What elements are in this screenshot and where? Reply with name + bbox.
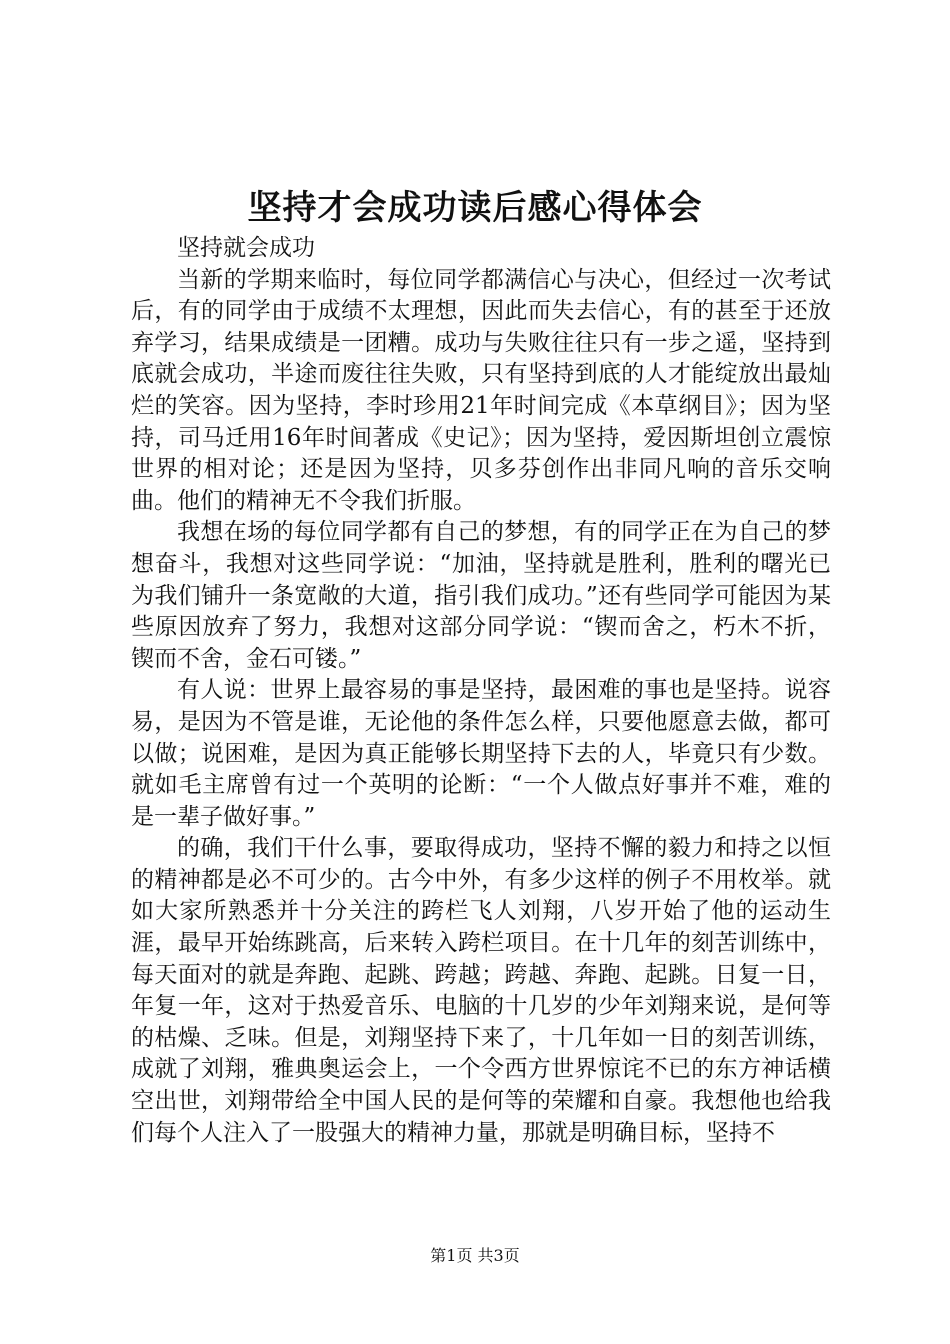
paragraph: 我想在场的每位同学都有自己的梦想，有的同学正在为自己的梦想奋斗，我想对这些同学说：“加油，坚持就是胜利，胜利的曙光已为我们铺升一条宽敞的大道，指引我们成功。”还有些同学可能因为某些原因放弃了努力，我想对这部分同学说：“锲而舍之，朽木不折，锲而不舍，金石可镂。”	[131, 519, 831, 672]
paragraph: 的确，我们干什么事，要取得成功，坚持不懈的毅力和持之以恒的精神都是必不可少的。古今中外，有多少这样的例子不用枚举。就如大家所熟悉并十分关注的跨栏飞人刘翔，八岁开始了他的运动生涯，最早开始练跳高，后来转入跨栏项目。在十几年的刻苦训练中，每天面对的就是奔跑、起跳、跨越；跨越、奔跑、起跳。日复一日，年复一年，这对于热爱音乐、电脑的十几岁的少年刘翔来说，是何等的枯燥、乏味。但是，刘翔坚持下来了，十几年如一日的刻苦训练，成就了刘翔，雅典奥运会上，一个令西方世界惊诧不已的东方神话横空出世，刘翔带给全中国人民的是何等的荣耀和自豪。我想他也给我们每个人注入了一股强大的精神力量，那就是明确目标，坚持不	[131, 835, 831, 1146]
paragraph: 当新的学期来临时，每位同学都满信心与决心，但经过一次考试后，有的同学由于成绩不太理想，因此而失去信心，有的甚至于还放弃学习，结果成绩是一团糟。成功与失败往往只有一步之遥，坚持到底就会成功，半途而废往往失败，只有坚持到底的人才能绽放出最灿烂的笑容。因为坚持，李时珍用21年时间完成《本草纲目》；因为坚持，司马迁用16年时间著成《史记》；因为坚持，爱因斯坦创立震惊世界的相对论；还是因为坚持，贝多芬创作出非同凡响的音乐交响曲。他们的精神无不令我们折服。	[131, 266, 831, 514]
page-number-footer: 第1页 共3页	[430, 1246, 520, 1265]
document-title: 坚持才会成功读后感心得体会	[247, 188, 703, 228]
document-body	[131, 233, 831, 1149]
paragraph-subtitle: 坚持就会成功	[177, 235, 315, 261]
paragraph: 有人说：世界上最容易的事是坚持，最困难的事也是坚持。说容易，是因为不管是谁，无论他的条件怎么样，只要他愿意去做，都可以做；说困难，是因为真正能够长期坚持下去的人，毕竟只有少数。就如毛主席曾有过一个英明的论断：“一个人做点好事并不难，难的是一辈子做好事。”	[131, 677, 831, 830]
